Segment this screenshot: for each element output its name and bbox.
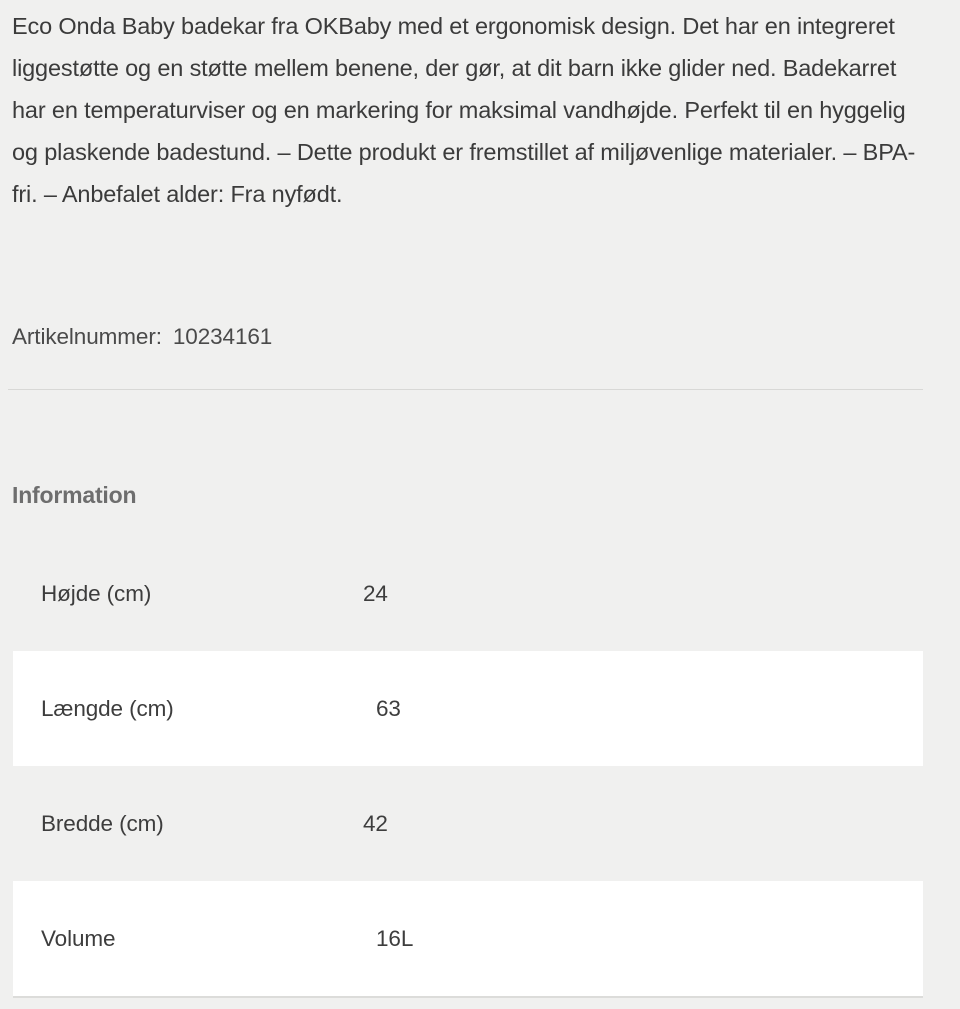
table-cell-label: Volume xyxy=(41,925,116,951)
table-row xyxy=(13,881,923,996)
table-cell-label: Længde (cm) xyxy=(41,695,174,721)
information-heading: Information xyxy=(12,482,137,508)
table-row xyxy=(13,651,923,766)
table-bottom-border xyxy=(13,996,923,998)
article-number-value: 10234161 xyxy=(172,324,273,349)
table-row-cells xyxy=(13,881,923,996)
table-cell-label: Bredde (cm) xyxy=(41,810,164,836)
table-cell-value: 16L xyxy=(376,925,414,951)
table-row xyxy=(0,766,960,881)
article-number-label: Artikelnummer: xyxy=(12,324,162,349)
table-cell-value: 63 xyxy=(376,695,401,721)
table-row-cells xyxy=(0,536,960,651)
table-row-cells xyxy=(0,766,960,881)
section-divider xyxy=(8,389,923,390)
table-row-cells xyxy=(13,651,923,766)
information-table xyxy=(0,536,960,996)
table-cell-value: 42 xyxy=(363,810,388,836)
table-cell-value: 24 xyxy=(363,580,388,606)
table-row xyxy=(0,536,960,651)
product-description: Eco Onda Baby badekar fra OKBaby med et ergonomisk design. Det har en integreret liggestøtte og en støtte mellem benene, der gør, at dit barn ikke glider ned. Badekarret har en temperaturviser og en markering for maksimal vandhøjde. Perfekt til en hyggelig og plaskende badestund. – Dette produkt er fremstillet af miljøvenlige materialer. – BPA-fri. – Anbefalet alder: Fra nyfødt. xyxy=(12,13,916,207)
article-number xyxy=(0,322,272,352)
table-cell-label: Højde (cm) xyxy=(41,580,152,606)
